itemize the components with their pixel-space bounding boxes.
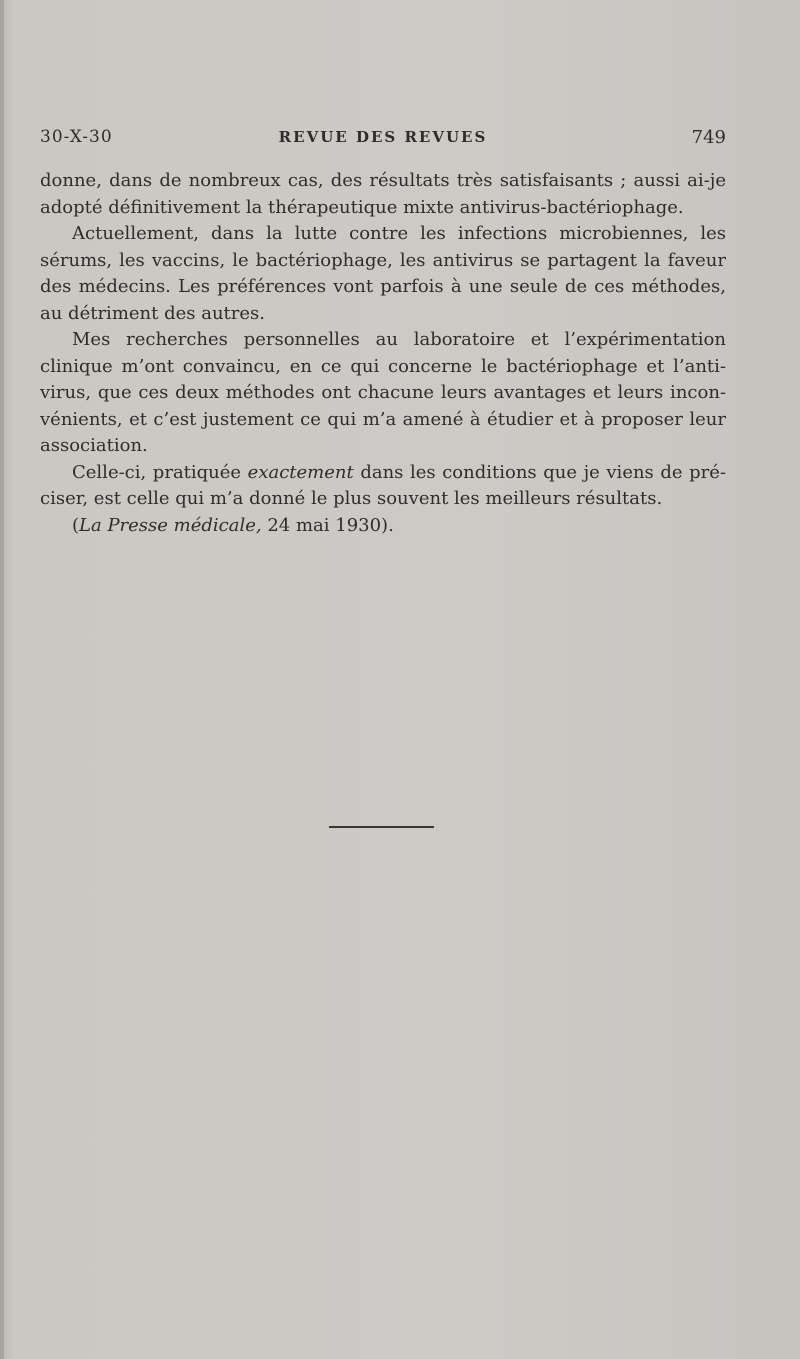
conclusion-start: Celle-ci, pratiquée [72,461,248,483]
paragraph-personal-research: Mes recherches personnelles au laboratoire et l’expérimentation clinique m’ont convaincu, en ce qui concerne le bactériophage et l’anti-virus, que ces deux méthodes ont chacune leurs avantages et leurs incon-vénients, et c’est justement ce qui m’a amené à étudier et à proposer leur association. [40,329,726,456]
paragraph-conclusion [40,460,726,513]
conclusion-emphasis: exactement [247,461,354,483]
conclusion-end: dans les conditions que je viens de pré-ciser, est celle qui m’a donné le plus souvent les meilleurs résultats. [40,461,726,509]
citation-date: 24 mai 1930). [261,514,394,536]
article-text [40,168,726,539]
journal-running-title: REVUE DES REVUES [278,128,488,146]
section-end-rule [329,826,434,828]
citation-journal: La Presse médicale, [79,514,262,536]
citation-open-paren: ( [72,514,80,536]
paragraph-current-treatments: Actuellement, dans la lutte contre les infections microbiennes, les sérums, les vaccins, le bactériophage, les antivirus se partagent la faveur des médecins. Les préférences vont parfois à une seule de ces méthodes, au détriment des autres. [40,223,726,324]
running-head [40,127,726,151]
source-citation [40,513,726,540]
header-date: 30-X-30 [40,127,113,147]
page-spine-shadow [0,0,4,1359]
page-number: 749 [691,127,726,148]
paragraph-continued: donne, dans de nombreux cas, des résultats très satisfaisants ; aussi ai-je adopté définitivement la thérapeutique mixte antivirus-bactériophage. [40,170,726,218]
